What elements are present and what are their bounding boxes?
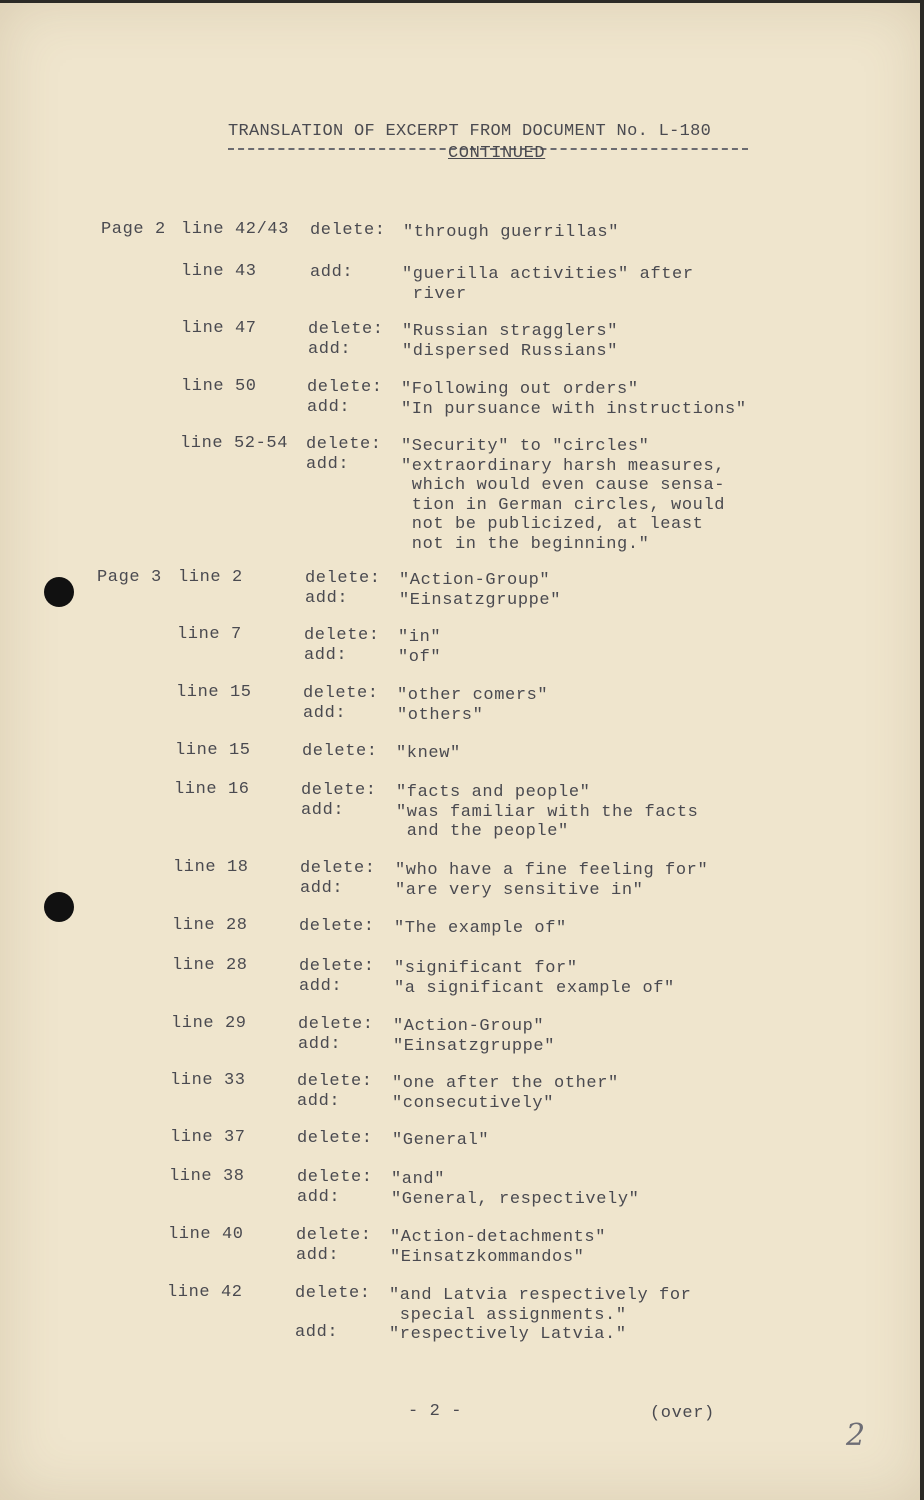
delete-label: delete:	[297, 1072, 373, 1091]
correction-text: "Einsatzgruppe"	[399, 590, 562, 610]
correction-text: "and Latvia respectively for special assignments."	[389, 1286, 692, 1325]
line-reference: line 42	[167, 1283, 243, 1302]
correction-text: "of"	[398, 647, 442, 667]
add-label: add:	[300, 878, 344, 898]
add-label: add:	[308, 339, 352, 359]
correction-text: "who have a fine feeling for"	[395, 861, 709, 880]
correction-text: "knew"	[396, 744, 461, 763]
line-reference: line 15	[176, 683, 252, 702]
add-label: add:	[307, 397, 351, 417]
correction-text: "respectively Latvia."	[389, 1325, 627, 1344]
add-label: add:	[296, 1245, 340, 1265]
correction-text: "are very sensitive in"	[395, 880, 644, 900]
correction-text: "extraordinary harsh measures, which would even cause sensa- tion in German circles, would not be publicized, at least not in the beginning."	[401, 456, 726, 554]
line-reference: line 40	[168, 1225, 244, 1244]
line-reference: line 38	[169, 1167, 245, 1186]
add-label: add:	[298, 1034, 342, 1054]
delete-label: delete:	[297, 1168, 373, 1187]
delete-label: delete:	[299, 917, 375, 936]
add-label: add:	[305, 588, 349, 608]
correction-text: "Einsatzkommandos"	[390, 1247, 585, 1267]
add-label: add:	[306, 454, 350, 474]
delete-label: delete:	[310, 221, 386, 240]
correction-text: "consecutively"	[392, 1093, 555, 1113]
add-label: add:	[301, 800, 345, 820]
scan-edge-top	[0, 0, 924, 3]
add-label: add:	[297, 1091, 341, 1111]
pencil-page-mark: 2	[846, 1418, 866, 1453]
delete-label: delete:	[308, 320, 384, 339]
scan-edge-right	[920, 0, 924, 1500]
line-reference: line 7	[177, 625, 242, 644]
correction-text: "Following out orders"	[401, 380, 639, 399]
line-reference: line 18	[173, 858, 249, 877]
correction-text: "was familiar with the facts and the people"	[396, 802, 699, 841]
correction-text: "in"	[398, 628, 442, 647]
line-reference: line 50	[181, 377, 257, 396]
correction-text: "significant for"	[394, 959, 578, 978]
add-label: add:	[297, 1187, 341, 1207]
delete-label: delete:	[295, 1284, 371, 1303]
delete-label: delete:	[298, 1015, 374, 1034]
delete-label: delete:	[297, 1129, 373, 1148]
add-label: add:	[304, 645, 348, 665]
page-number: - 2 -	[408, 1402, 463, 1421]
delete-label: delete:	[300, 859, 376, 878]
line-reference: line 16	[174, 780, 250, 799]
delete-label: delete:	[296, 1226, 372, 1245]
correction-text: "other comers"	[397, 686, 549, 705]
correction-text: "General"	[392, 1131, 490, 1150]
correction-text: "Security" to "circles"	[401, 437, 650, 456]
line-reference: line 29	[171, 1014, 247, 1033]
punch-hole-top	[44, 577, 74, 607]
correction-text: "In pursuance with instructions"	[401, 399, 747, 419]
delete-label: delete:	[305, 569, 381, 588]
correction-text: "facts and people"	[396, 783, 591, 802]
line-reference: line 37	[170, 1128, 246, 1147]
delete-label: delete:	[306, 435, 382, 454]
correction-text: "a significant example of"	[394, 978, 675, 998]
page-reference: Page 3	[97, 568, 162, 587]
add-label: add:	[303, 703, 347, 723]
line-reference: line 15	[175, 741, 251, 760]
delete-label: delete:	[302, 742, 378, 761]
line-reference: line 43	[181, 262, 257, 281]
delete-label: delete:	[299, 957, 375, 976]
correction-text: "dispersed Russians"	[402, 341, 619, 361]
correction-text: "and"	[391, 1170, 446, 1189]
correction-text: "Einsatzgruppe"	[393, 1036, 556, 1056]
correction-text: "through guerrillas"	[403, 223, 620, 242]
document-title: TRANSLATION OF EXCERPT FROM DOCUMENT No. L-180	[228, 122, 712, 141]
correction-text: "Action-Group"	[399, 571, 551, 590]
correction-text: "General, respectively"	[391, 1189, 640, 1209]
line-reference: line 2	[178, 568, 243, 587]
punch-hole-bottom	[44, 892, 74, 922]
over-note: (over)	[650, 1404, 715, 1423]
delete-label: delete:	[307, 378, 383, 397]
line-reference: line 52-54	[180, 434, 289, 453]
delete-label: delete:	[301, 781, 377, 800]
correction-text: "Action-detachments"	[390, 1228, 607, 1247]
page-reference: Page 2	[101, 220, 166, 239]
correction-text: "one after the other"	[392, 1074, 619, 1093]
add-label: add:	[310, 263, 354, 282]
line-reference: line 47	[181, 319, 257, 338]
document-subtitle: CONTINUED	[448, 144, 546, 163]
delete-label: delete:	[304, 626, 380, 645]
add-label: add:	[295, 1323, 339, 1342]
line-reference: line 33	[170, 1071, 246, 1090]
delete-label: delete:	[303, 684, 379, 703]
correction-text: "The example of"	[394, 919, 567, 938]
add-label: add:	[299, 976, 343, 996]
correction-text: "others"	[397, 705, 484, 725]
line-reference: line 42/43	[181, 220, 290, 239]
correction-text: "Russian stragglers"	[402, 322, 619, 341]
correction-text: "guerilla activities" after river	[402, 265, 694, 304]
correction-text: "Action-Group"	[393, 1017, 545, 1036]
line-reference: line 28	[172, 916, 248, 935]
line-reference: line 28	[172, 956, 248, 975]
